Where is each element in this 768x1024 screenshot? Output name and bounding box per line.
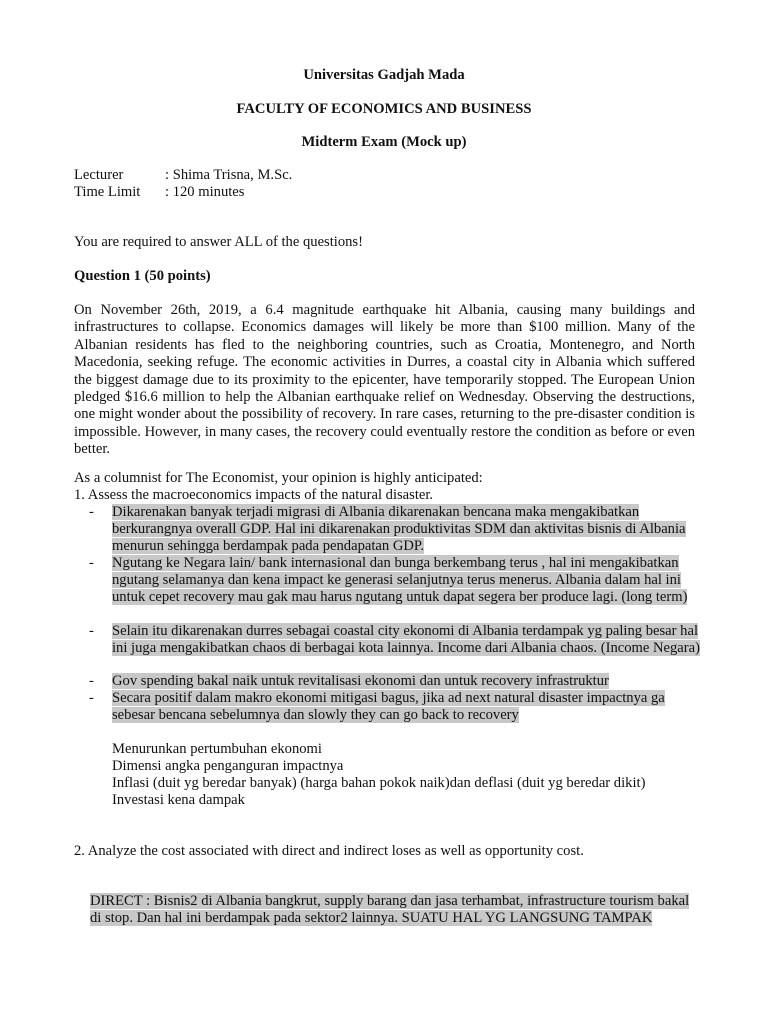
answer-bullet-4 xyxy=(112,673,707,690)
answer-bullet-2 xyxy=(112,555,707,607)
highlighted-answer: Gov spending bakal naik untuk revitalisasi ekonomi dan untuk recovery infrastruktur xyxy=(112,673,609,689)
highlighted-answer: Dikarenakan banyak terjadi migrasi di Albania dikarenakan bencana maka mengakibatkan berkurangnya overall GDP. Hal ini dikarenakan produktivitas SDM dan aktivitas bisnis di Albania menurun sehingga berdampak pada pendapatan GDP. xyxy=(112,504,686,555)
lecturer-value: : Shima Trisna, M.Sc. xyxy=(165,167,293,183)
note-line: Inflasi (duit yg beredar banyak) (harga bahan pokok naik)dan deflasi (duit yg beredar dikit) xyxy=(112,775,646,791)
highlighted-answer: DIRECT : Bisnis2 di Albania bangkrut, supply barang dan jasa terhambat, infrastructure tourism bakal di stop. Dan hal ini berdampak pada sektor2 lainnya. SUATU HAL YG LANGSUNG TAMPAK xyxy=(90,893,690,926)
highlighted-answer: Ngutang ke Negara lain/ bank internasional dan bunga berkembang terus , hal ini mengakibatkan ngutang selamanya dan kena impact ke generasi selanjutnya terus menerus. Albania dalam hal ini untuk cepet recovery mau gak mau harus ngutang untuk dapat segera ber produce lagi. (long term) xyxy=(112,555,688,606)
highlighted-answer: Secara positif dalam makro ekonomi mitigasi bagus, jika ad next natural disaster impactnya ga sebesar bencana sebelumnya dan slowly they can go back to recovery xyxy=(112,690,665,724)
time-limit-label: Time Limit xyxy=(74,184,141,200)
note-line: Menurunkan pertumbuhan ekonomi xyxy=(112,741,322,757)
bullet-dash: - xyxy=(89,504,94,520)
lecturer-label: Lecturer xyxy=(74,167,124,183)
answer-bullet-5 xyxy=(112,690,707,724)
bullet-dash: - xyxy=(89,623,94,639)
bullet-dash: - xyxy=(89,555,94,571)
bullet-dash: - xyxy=(89,673,94,689)
answer-bullet-1 xyxy=(112,504,707,556)
question-1-title: Question 1 (50 points) xyxy=(74,268,211,284)
highlighted-answer: Selain itu dikarenakan durres sebagai coastal city ekonomi di Albania terdampak yg paling besar hal ini juga mengakibatkan chaos di berbagai kota lainnya. Income dari Albania chaos. (Income Negara) xyxy=(112,623,700,657)
note-line: Investasi kena dampak xyxy=(112,792,245,808)
instruction-text: You are required to answer ALL of the questions! xyxy=(74,234,363,250)
exam-title: Midterm Exam (Mock up) xyxy=(301,134,467,150)
question-1-item-2: 2. Analyze the cost associated with direct and indirect loses as well as opportunity cost. xyxy=(74,843,584,859)
university-title: Universitas Gadjah Mada xyxy=(303,67,465,83)
question-1-prompt: As a columnist for The Economist, your opinion is highly anticipated: xyxy=(74,470,483,486)
direct-cost-answer xyxy=(90,893,695,927)
question-1-item-1: 1. Assess the macroeconomics impacts of the natural disaster. xyxy=(74,487,434,503)
note-line: Dimensi angka penganguran impactnya xyxy=(112,758,344,774)
time-limit-value: : 120 minutes xyxy=(165,184,245,200)
bullet-dash: - xyxy=(89,690,94,706)
question-1-passage: On November 26th, 2019, a 6.4 magnitude earthquake hit Albania, causing many buildings and infrastructures to collapse. Economics damages will likely be more than $100 million. Many of the Albanian residents has fled to the neighboring countries, such as Croatia, Montenegro, and North Macedonia, seeking refuge. The economic activities in Durres, a coastal city in Albania which suffered the biggest damage due to its proximity to the epicenter, have temporarily stopped. The European Union pledged $16.6 million to help the Albanian earthquake relief on Wednesday. Observing the destructions, one might wonder about the possibility of recovery. In rare cases, returning to the pre-disaster condition is impossible. However, in many cases, the recovery could eventually restore the condition as before or even better. xyxy=(74,302,695,458)
faculty-title: FACULTY OF ECONOMICS AND BUSINESS xyxy=(236,101,532,117)
answer-bullet-3 xyxy=(112,623,707,657)
